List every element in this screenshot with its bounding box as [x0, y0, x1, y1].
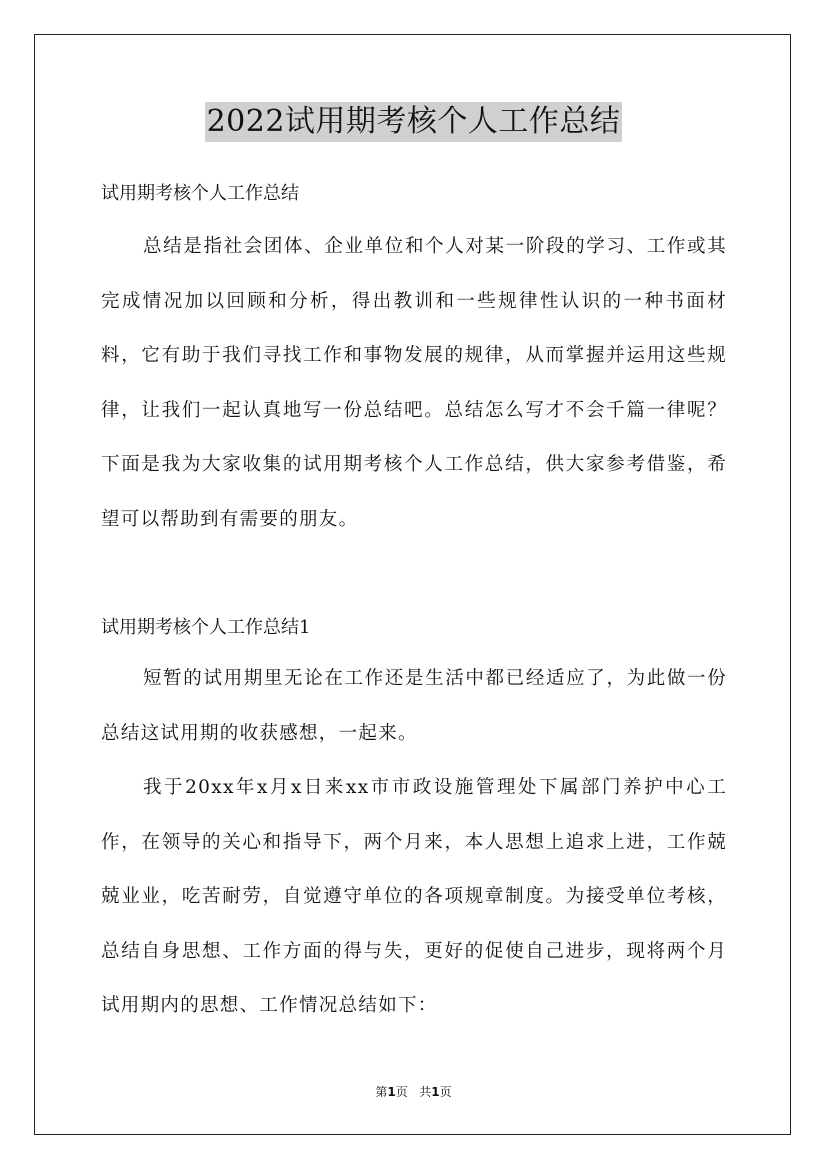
page-footer: [0, 1083, 827, 1100]
footer-page-prefix: 第: [375, 1085, 388, 1099]
section-heading: 试用期考核个人工作总结1: [101, 617, 311, 638]
section-paragraph-1: 短暂的试用期里无论在工作还是生活中都已经适应了，为此做一份总结这试用期的收获感想，一起来。: [101, 668, 727, 744]
document-title: 2022试用期考核个人工作总结: [205, 102, 623, 142]
section-paragraph-2: 我于20xx年x月x日来xx市市政设施管理处下属部门养护中心工作，在领导的关心和指导下，两个月来，本人思想上追求上进，工作兢兢业业，吃苦耐劳，自觉遵守单位的各项规章制度。为接受单位考核，总结自身思想、工作方面的得与失，更好的促使自己进步，现将两个月试用期内的思想、工作情况总结如下：: [101, 777, 727, 1016]
intro-paragraph: 总结是指社会团体、企业单位和个人对某一阶段的学习、工作或其完成情况加以回顾和分析，得出教训和一些规律性认识的一种书面材料，它有助于我们寻找工作和事物发展的规律，从而掌握并运用这些规律，让我们一起认真地写一份总结吧。总结怎么写才不会千篇一律呢？下面是我为大家收集的试用期考核个人工作总结，供大家参考借鉴，希望可以帮助到有需要的朋友。: [101, 236, 727, 530]
footer-total-suffix: 页: [439, 1085, 452, 1099]
footer-page-suffix: 页: [395, 1085, 408, 1099]
footer-page-number: 1: [387, 1085, 396, 1099]
footer-total-number: 1: [431, 1085, 440, 1099]
document-title-wrapper: [0, 102, 827, 142]
subtitle: 试用期考核个人工作总结: [101, 183, 299, 204]
footer-total-prefix: 共: [419, 1085, 432, 1099]
